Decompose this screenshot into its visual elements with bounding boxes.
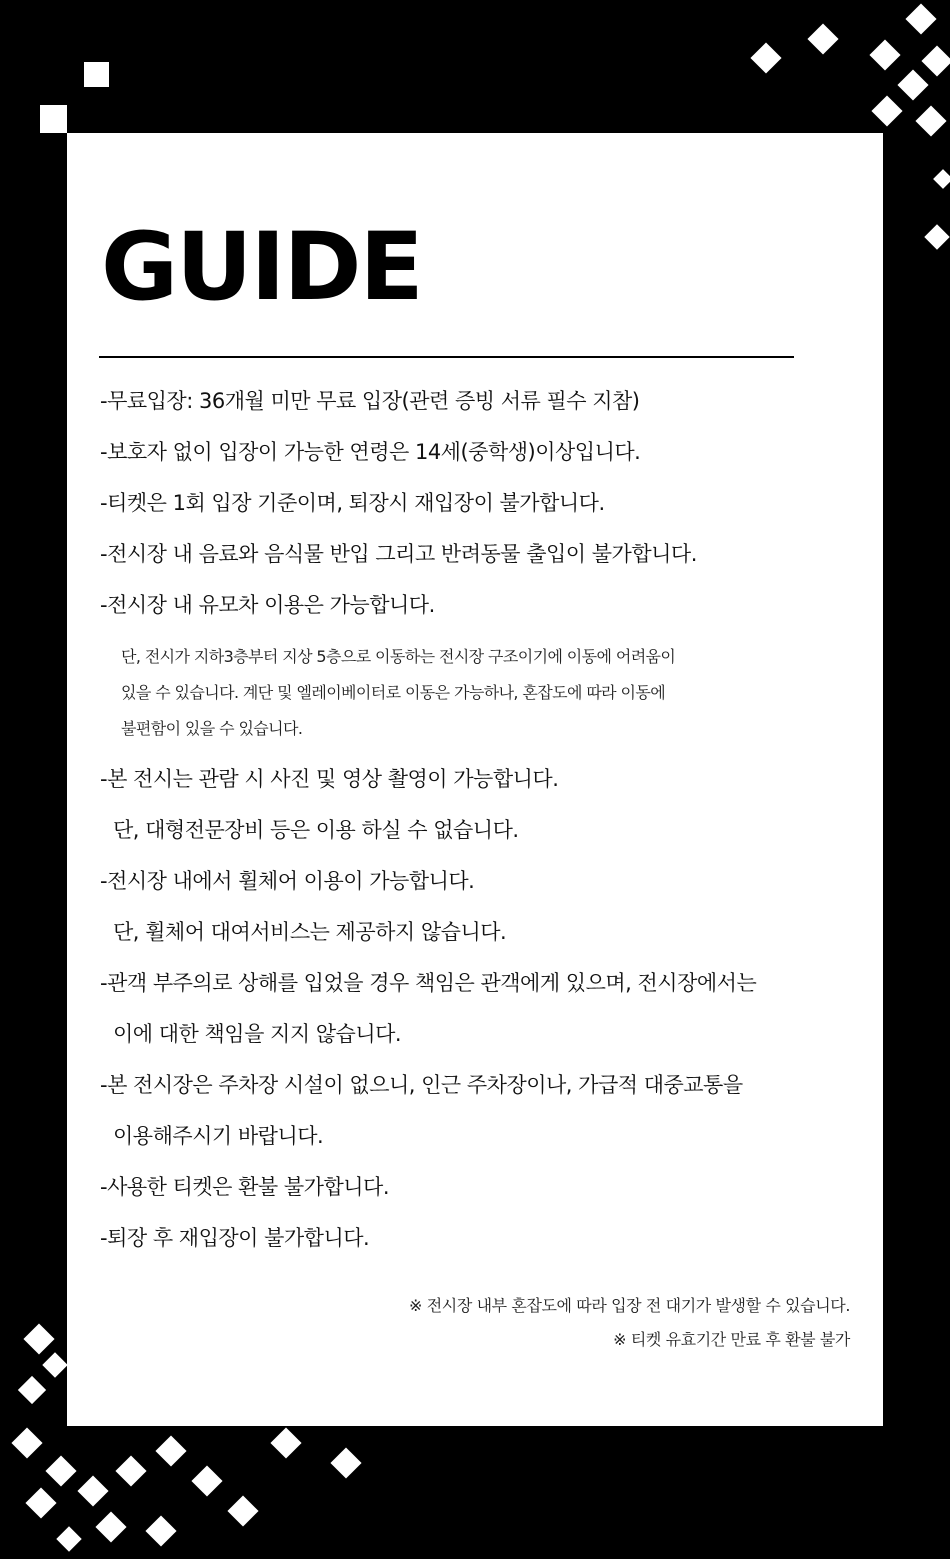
rule-ticket-once: -티켓은 1회 입장 기준이며, 퇴장시 재입장이 불가합니다.: [100, 491, 605, 515]
pixel-diamond-decoration: [869, 39, 900, 70]
rule-reentry: -퇴장 후 재입장이 불가합니다.: [100, 1226, 370, 1250]
rule-liability-cont: 이에 대한 책임을 지지 않습니다.: [113, 1022, 402, 1046]
rule-wheelchair-note: 단, 휠체어 대여서비스는 제공하지 않습니다.: [113, 920, 507, 944]
pixel-diamond-decoration: [42, 1352, 67, 1377]
pixel-diamond-decoration: [270, 1427, 301, 1458]
pixel-diamond-decoration: [897, 69, 928, 100]
rule-stroller: -전시장 내 유모차 이용은 가능합니다.: [100, 593, 435, 617]
rule-free-admission: -무료입장: 36개월 미만 무료 입장(관련 증빙 서류 필수 지참): [100, 389, 640, 413]
pixel-diamond-decoration: [115, 1455, 146, 1486]
stroller-note-line: 불편함이 있을 수 있습니다.: [121, 719, 303, 738]
pixel-diamond-decoration: [145, 1515, 176, 1546]
rule-age-limit: -보호자 없이 입장이 가능한 연령은 14세(중학생)이상입니다.: [100, 440, 641, 464]
page-title: GUIDE: [101, 213, 422, 322]
stroller-note-line: 있을 수 있습니다. 계단 및 엘레이베이터로 이동은 가능하나, 혼잡도에 따라 이동에: [121, 683, 666, 702]
pixel-diamond-decoration: [871, 95, 902, 126]
rule-food-pets: -전시장 내 음료와 음식물 반입 그리고 반려동물 출입이 불가합니다.: [100, 542, 697, 566]
pixel-diamond-decoration: [11, 1427, 42, 1458]
pixel-diamond-decoration: [924, 224, 949, 249]
pixel-square-decoration: [40, 105, 67, 133]
rule-refund: -사용한 티켓은 환불 불가합니다.: [100, 1175, 389, 1199]
pixel-diamond-decoration: [23, 1323, 54, 1354]
pixel-diamond-decoration: [921, 45, 950, 76]
footnote-refund: ※ 티켓 유효기간 만료 후 환불 불가: [613, 1330, 850, 1349]
pixel-diamond-decoration: [191, 1465, 222, 1496]
pixel-diamond-decoration: [155, 1435, 186, 1466]
rule-liability: -관객 부주의로 상해를 입었을 경우 책임은 관객에게 있으며, 전시장에서는: [100, 971, 757, 995]
pixel-diamond-decoration: [18, 1376, 46, 1404]
rule-photo: -본 전시는 관람 시 사진 및 영상 촬영이 가능합니다.: [100, 767, 559, 791]
pixel-diamond-decoration: [807, 23, 838, 54]
guide-panel: [67, 133, 883, 1426]
footnote-congestion: ※ 전시장 내부 혼잡도에 따라 입장 전 대기가 발생할 수 있습니다.: [409, 1296, 850, 1315]
rule-wheelchair: -전시장 내에서 휠체어 이용이 가능합니다.: [100, 869, 475, 893]
stroller-note-line: 단, 전시가 지하3층부터 지상 5층으로 이동하는 전시장 구조이기에 이동에 어려움이: [121, 647, 676, 666]
pixel-square-decoration: [84, 62, 109, 87]
pixel-diamond-decoration: [330, 1447, 361, 1478]
rule-parking-cont: 이용해주시기 바랍니다.: [113, 1124, 324, 1148]
title-divider: [99, 356, 794, 358]
pixel-diamond-decoration: [915, 105, 946, 136]
pixel-diamond-decoration: [750, 42, 781, 73]
pixel-diamond-decoration: [933, 169, 950, 189]
pixel-diamond-decoration: [56, 1526, 81, 1551]
pixel-diamond-decoration: [905, 3, 936, 34]
pixel-diamond-decoration: [77, 1475, 108, 1506]
rule-photo-note: 단, 대형전문장비 등은 이용 하실 수 없습니다.: [113, 818, 519, 842]
pixel-diamond-decoration: [45, 1455, 76, 1486]
rule-parking: -본 전시장은 주차장 시설이 없으니, 인근 주차장이나, 가급적 대중교통을: [100, 1073, 743, 1097]
pixel-diamond-decoration: [25, 1487, 56, 1518]
pixel-diamond-decoration: [227, 1495, 258, 1526]
pixel-diamond-decoration: [95, 1511, 126, 1542]
